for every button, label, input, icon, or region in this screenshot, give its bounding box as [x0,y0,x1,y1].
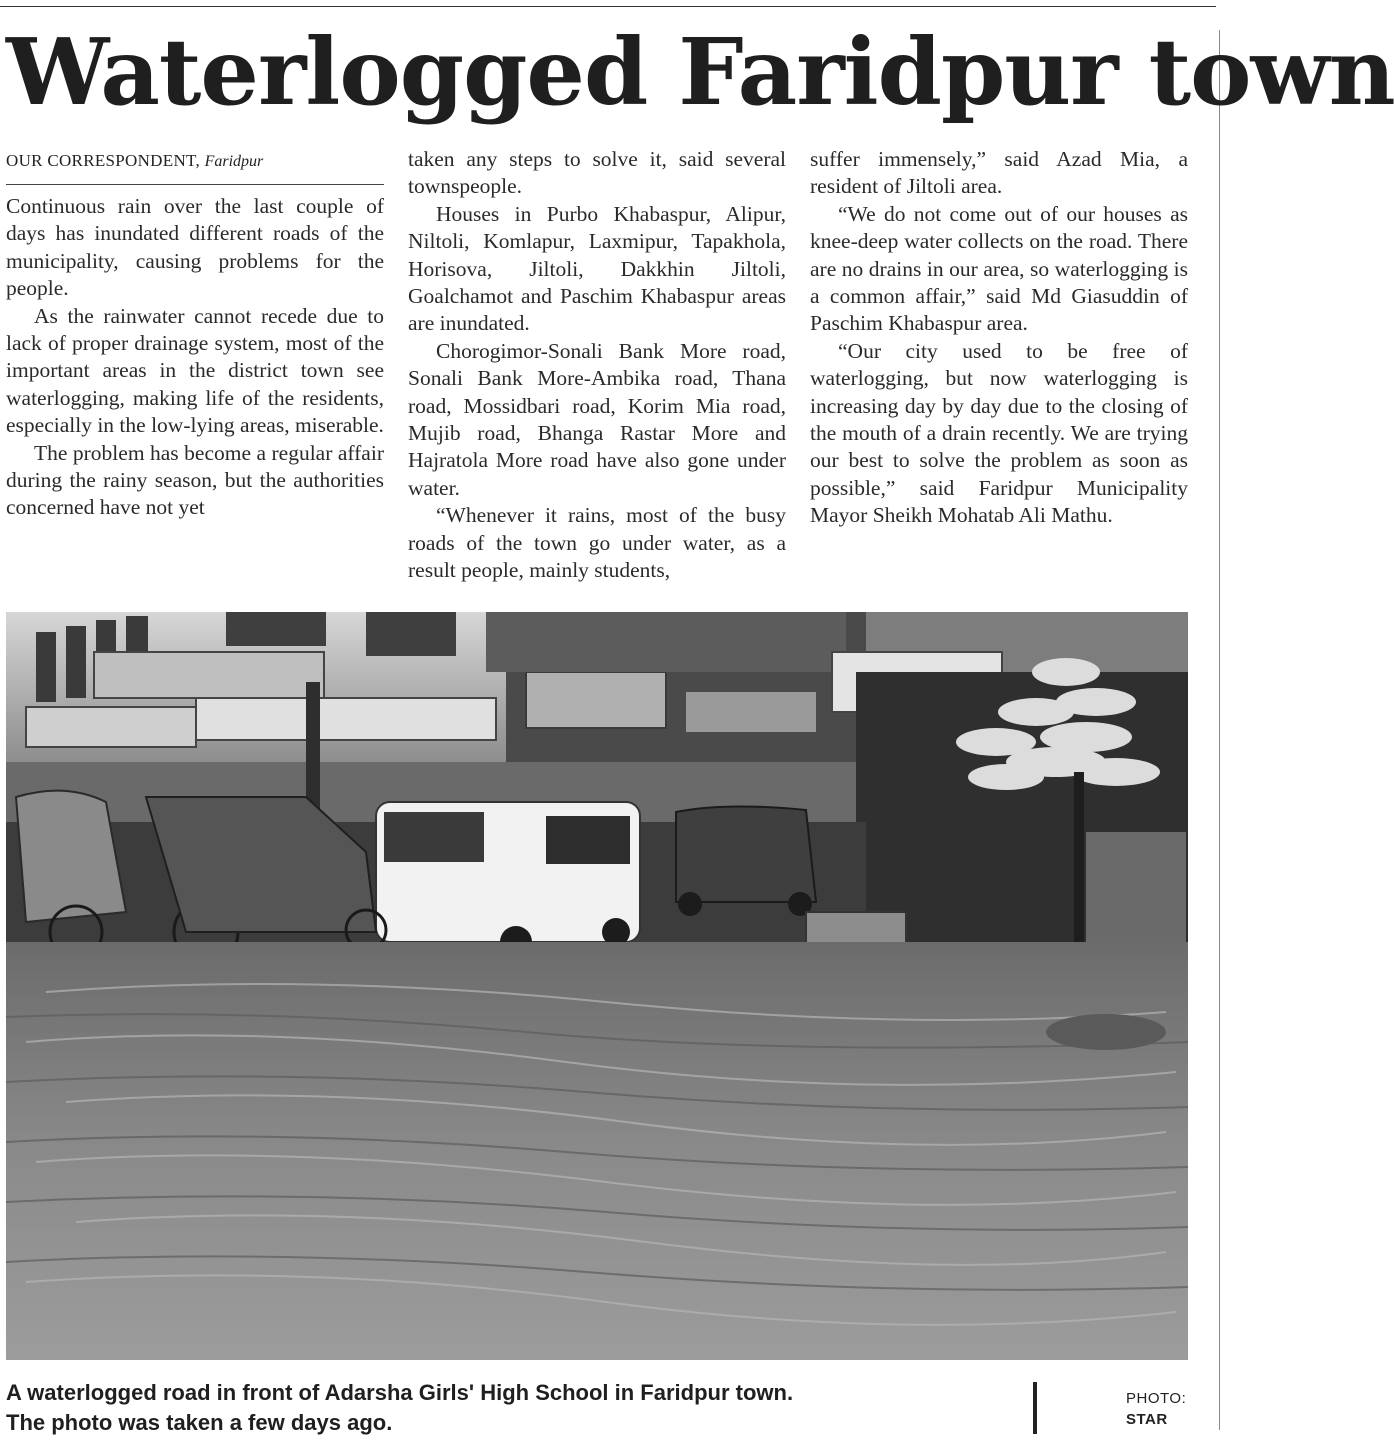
article-paragraph: “Our city used to be free of waterlogging, but now waterlogging is increasing day by day due to the closing of the mouth of a drain recently. We are trying our best to solve the problem as soon as possible,” said Faridpur Municipality Mayor Sheikh Mohatab Ali Mathu. [810,338,1188,528]
waterlogged-street-illustration [6,612,1188,1360]
article-paragraph: The problem has become a regular affair during the rainy season, but the authorities concerned have not yet [6,440,384,520]
article-paragraph: “Whenever it rains, most of the busy roads of the town go under water, as a result people, mainly students, [408,503,786,583]
caption-line-2: The photo was taken a few days ago. [6,1410,393,1435]
article-column-3 [810,146,1188,530]
article-paragraph: Continuous rain over the last couple of days has inundated different roads of the municipality, causing problems for the people. [6,194,384,301]
article-paragraph: Houses in Purbo Khabaspur, Alipur, Niltoli, Komlapur, Laxmipur, Tapakhola, Horisova, Jiltoli, Dakkhin Jiltoli, Goalchamot and Paschim Khabaspur areas are inundated. [408,201,786,336]
caption-line-1: A waterlogged road in front of Adarsha Girls' High School in Faridpur town. [6,1380,794,1405]
photo-caption [6,1378,1006,1438]
byline-author: OUR CORRESPONDENT, [6,151,200,170]
article-column-2 [408,146,786,585]
article-column-1 [6,146,384,522]
photo-credit [1126,1388,1186,1430]
credit-rule [1033,1382,1037,1434]
byline [6,146,384,176]
article-paragraph: Chorogimor-Sonali Bank More road, Sonali Bank More-Ambika road, Thana road, Mossidbari road, Korim Mia road, Mujib road, Bhanga Rastar More and Hajratola More road have also gone under water. [408,338,786,500]
photo-credit-source: STAR [1126,1411,1168,1428]
article-paragraph: As the rainwater cannot recede due to lack of proper drainage system, most of the important areas in the district town see waterlogging, making life of the residents, especially in the low-lying areas, miserable. [6,303,384,438]
byline-rule [6,184,384,185]
photo-credit-label: PHOTO: [1126,1390,1187,1407]
column-rule [1219,30,1220,1430]
headline: Waterlogged Faridpur town [6,18,1395,126]
article-paragraph: taken any steps to solve it, said several townspeople. [408,147,786,199]
article-paragraph: suffer immensely,” said Azad Mia, a resident of Jiltoli area. [810,147,1188,199]
news-photo [6,612,1188,1360]
byline-location: Faridpur [204,153,264,170]
article-paragraph: “We do not come out of our houses as knee-deep water collects on the road. There are no drains in our area, so waterlogging is a common affair,” said Md Giasuddin of Paschim Khabaspur area. [810,201,1188,336]
top-rule [0,6,1216,7]
